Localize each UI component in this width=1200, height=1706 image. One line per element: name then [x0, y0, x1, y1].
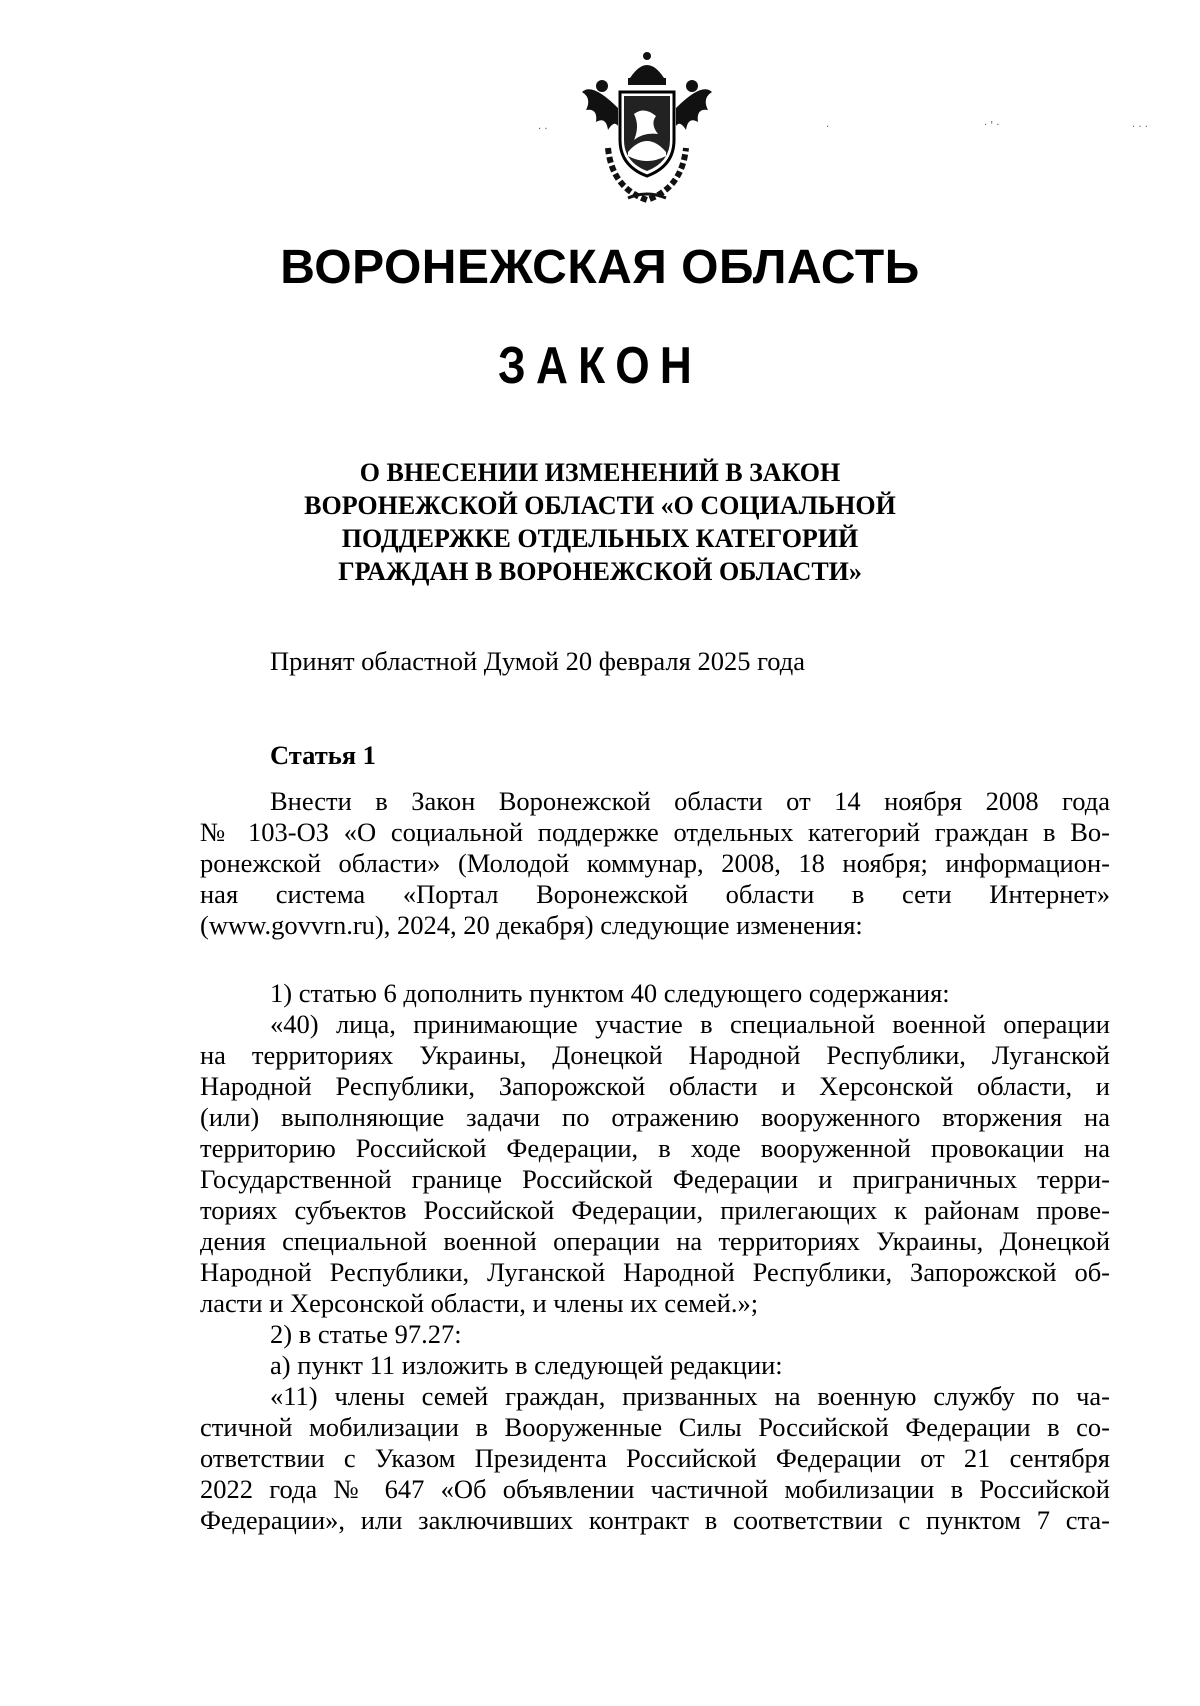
paragraph-line: 1) статью 6 дополнить пунктом 40 следующего содержания:: [270, 978, 950, 1008]
paragraph-line: (www.govvrn.ru), 2024, 20 декабря) следующие изменения:: [200, 910, 863, 940]
paragraph-line: (или) выполняющие задачи по отражению вооруженного вторжения на: [200, 1102, 1110, 1132]
paragraph-line: 2) в статье 97.27:: [270, 1319, 462, 1349]
paragraph-line: 2022 года № 647 «Об объявлении частичной мобилизации в Российской: [200, 1474, 1110, 1504]
region-heading: ВОРОНЕЖСКАЯ ОБЛАСТЬ: [280, 241, 920, 294]
law-title-line: ВОРОНЕЖСКОЙ ОБЛАСТИ «О СОЦИАЛЬНОЙ: [304, 491, 896, 520]
adoption-note: Принят областной Думой 20 февраля 2025 года: [270, 646, 806, 676]
law-title: [200, 456, 1000, 588]
paragraph-line: Народной Республики, Запорожской области и Херсонской области, и: [200, 1071, 1110, 1101]
amendments-block: [200, 978, 1110, 1536]
paragraph-line: Народной Республики, Луганской Народной Республики, Запорожской об-: [200, 1257, 1110, 1287]
law-title-line: О ВНЕСЕНИИ ИЗМЕНЕНИЙ В ЗАКОН: [359, 458, 841, 487]
paragraph-line: Государственной границе Российской Федерации и приграничных терри-: [200, 1164, 1110, 1194]
article-paragraph: [200, 786, 1110, 941]
paragraph-line: ториях субъектов Российской Федерации, прилегающих к районам прове-: [200, 1195, 1110, 1225]
paragraph-line: ронежской области» (Молодой коммунар, 2008, 18 ноября; информацион-: [200, 848, 1110, 878]
law-title-line: ПОДДЕРЖКЕ ОТДЕЛЬНЫХ КАТЕГОРИЙ: [341, 524, 859, 553]
scan-speck: · ' ·: [984, 120, 1000, 131]
paragraph-line: ответствии с Указом Президента Российской Федерации от 21 сентября: [200, 1443, 1110, 1473]
paragraph-line: территорию Российской Федерации, в ходе вооруженной провокации на: [200, 1133, 1110, 1163]
paragraph-line: дения специальной военной операции на территориях Украины, Донецкой: [200, 1226, 1110, 1256]
law-title-line: ГРАЖДАН В ВОРОНЕЖСКОЙ ОБЛАСТИ»: [338, 557, 862, 586]
document-type-heading: ЗАКОН: [498, 337, 702, 395]
paragraph-line: Федерации», или заключивших контракт в соответствии с пунктом 7 ста-: [200, 1505, 1110, 1535]
scan-speck: · ·: [538, 124, 548, 135]
scan-speck: · · ·: [1132, 122, 1148, 133]
article-heading: Статья 1: [270, 740, 376, 770]
scan-speck: ·: [826, 122, 830, 133]
paragraph-line: ная система «Портал Воронежской области в сети Интернет»: [200, 879, 1110, 909]
paragraph-line: Внести в Закон Воронежской области от 14 ноября 2008 года: [270, 786, 1110, 816]
paragraph-line: № 103-ОЗ «О социальной поддержке отдельных категорий граждан в Во-: [200, 817, 1110, 847]
paragraph-line: стичной мобилизации в Вооруженные Силы Российской Федерации в со-: [200, 1412, 1110, 1442]
coat-of-arms-emblem: [572, 48, 722, 208]
paragraph-line: «11) члены семей граждан, призванных на военную службу по ча-: [270, 1381, 1110, 1411]
paragraph-line: на территориях Украины, Донецкой Народной Республики, Луганской: [200, 1040, 1110, 1070]
paragraph-line: ласти и Херсонской области, и члены их семей.»;: [200, 1288, 759, 1318]
paragraph-line: «40) лица, принимающие участие в специальной военной операции: [270, 1009, 1110, 1039]
paragraph-line: а) пункт 11 изложить в следующей редакции:: [270, 1350, 783, 1380]
